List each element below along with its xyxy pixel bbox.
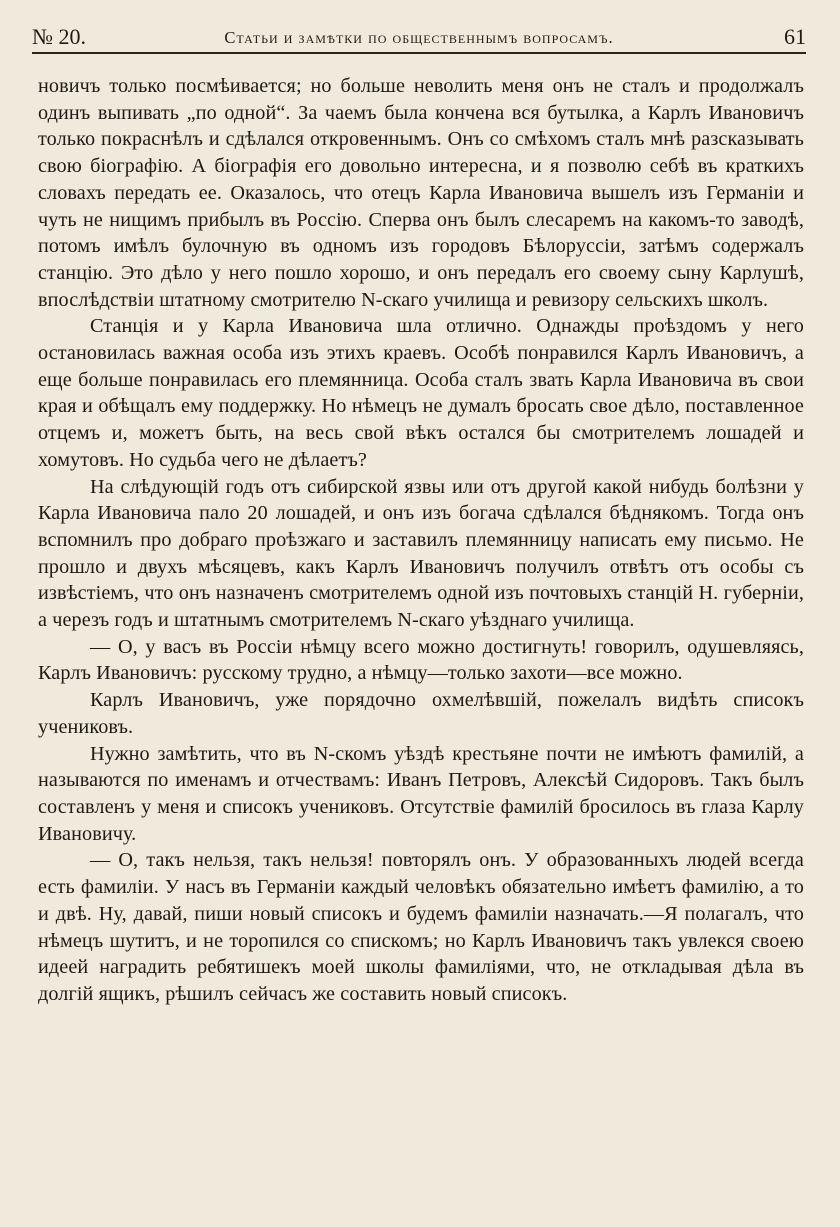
section-title: Статьи и замѣтки по общественнымъ вопросамъ. [224,28,614,47]
issue-number: № 20. [32,24,86,49]
paragraph-dialogue: — О, такъ нельзя, такъ нельзя! повторялъ онъ. У образованныхъ людей всегда есть фамиліи. У насъ въ Германіи каждый человѣкъ обязательно имѣетъ фамилію, а то и двѣ. Ну, давай, пиши новый списокъ и будемъ фамиліи назначать.—Я полагалъ, что нѣмецъ шутитъ, и не торопился со спискомъ; но Карлъ Ивановичъ такъ увлекся своею идеей наградить ребятишекъ моей школы фамиліями, что, не откладывая дѣла въ долгій ящикъ, рѣшилъ сейчасъ же составить новый списокъ. [38,849,804,1005]
paragraph: На слѣдующій годъ отъ сибирской язвы или отъ другой какой нибудь болѣзни у Карла Ивановича пало 20 лошадей, и онъ изъ богача сдѣлался бѣднякомъ. Тогда онъ вспомнилъ про добраго проѣзжаго и заставилъ племянницу написать ему письмо. Не прошло и двухъ мѣсяцевъ, какъ Карлъ Ивановичъ получилъ отвѣтъ отъ особы съ извѣстіемъ, что онъ назначенъ смотрителемъ одной изъ почтовыхъ станцій Н. губерніи, а черезъ годъ и штатнымъ смотрителемъ N-скаго уѣзднаго училища. [38,475,804,632]
running-header [32,22,806,54]
paragraph: Карлъ Ивановичъ, уже порядочно охмелѣвшій, пожелалъ видѣть списокъ учениковъ. [38,689,804,738]
paragraph-continuation: новичъ только посмѣивается; но больше неволить меня онъ не сталъ и продолжалъ одинъ выпивать „по одной“. За чаемъ была кончена вся бутылка, а Карлъ Ивановичъ только покраснѣлъ и сдѣлался откровеннымъ. Онъ со смѣхомъ сталъ мнѣ разсказывать свою біографію. А біографія его довольно интересна, и я позволю себѣ въ краткихъ словахъ передать ее. Оказалось, что отецъ Карла Ивановича вышелъ изъ Германіи и чуть не нищимъ прибылъ въ Россію. Сперва онъ былъ слесаремъ на какомъ-то заводѣ, потомъ имѣлъ булочную въ одномъ изъ городовъ Бѣлоруссіи, затѣмъ содержалъ станцію. Это дѣло у него пошло хорошо, и онъ передалъ его своему сыну Карлушѣ, впослѣдствіи штатному смотрителю N-скаго училища и ревизору сельскихъ школъ. [38,75,804,311]
paragraph: Нужно замѣтить, что въ N-скомъ уѣздѣ крестьяне почти не имѣютъ фамилій, а называются по именамъ и отчествамъ: Иванъ Петровъ, Алексѣй Сидоровъ. Такъ былъ составленъ у меня и списокъ учениковъ. Отсутствіе фамилій бросилось въ глаза Карлу Ивановичу. [38,742,804,845]
body-text [38,73,804,1008]
page-number: 61 [784,24,806,49]
paragraph: Станція и у Карла Ивановича шла отлично. Однажды проѣздомъ у него остановилась важная особа изъ этихъ краевъ. Особѣ понравился Карлъ Ивановичъ, а еще больше понравилась его племянница. Особа сталъ звать Карла Ивановича въ свои края и обѣщалъ ему поддержку. Но нѣмецъ не думалъ бросать свое дѣло, поставленное отцемъ и, можетъ быть, на весь свой вѣкъ остался бы смотрителемъ лошадей и хомутовъ. Но судьба чего не дѣлаетъ? [38,315,804,471]
paragraph-dialogue: — О, у васъ въ Россіи нѣмцу всего можно достигнуть! говорилъ, одушевляясь, Карлъ Ивановичъ: русскому трудно, а нѣмцу—только захоти—все можно. [38,635,804,685]
